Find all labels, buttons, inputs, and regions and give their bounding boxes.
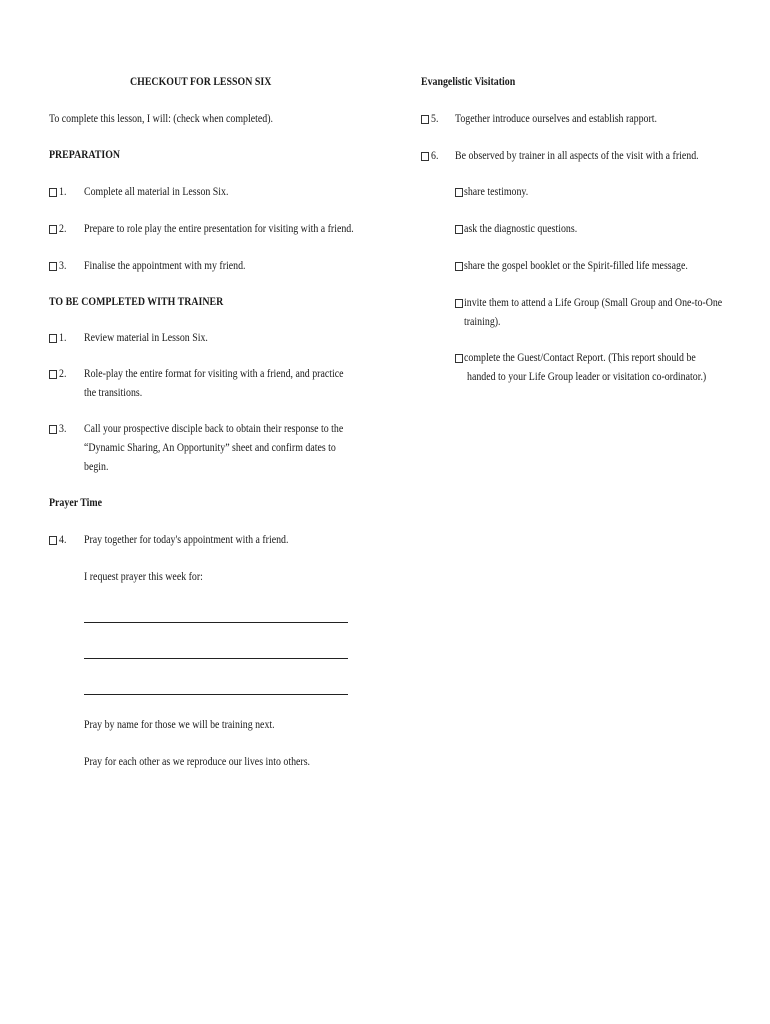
prayer-request-line[interactable]	[84, 622, 348, 623]
checkbox[interactable]	[49, 225, 57, 234]
item-text: “Dynamic Sharing, An Opportunity” sheet and confirm dates to	[84, 442, 336, 454]
checkbox[interactable]	[49, 425, 57, 434]
subitem-text: handed to your Life Group leader or visitation co-ordinator.)	[467, 371, 707, 383]
item-number: 2.	[59, 223, 67, 235]
subitem-text: share testimony.	[464, 186, 529, 198]
item-number: 3.	[59, 423, 67, 435]
preparation-heading: PREPARATION	[49, 149, 121, 161]
checkbox[interactable]	[455, 354, 463, 363]
pray-line: Pray for each other as we reproduce our lives into others.	[84, 756, 311, 768]
checkbox[interactable]	[455, 225, 463, 234]
item-text: Prepare to role play the entire presentation for visiting with a friend.	[84, 223, 354, 235]
item-text: begin.	[84, 461, 109, 473]
item-number: 1.	[59, 186, 67, 198]
checkbox[interactable]	[455, 262, 463, 271]
item-number: 3.	[59, 260, 67, 272]
checkbox[interactable]	[49, 536, 57, 545]
item-number: 2.	[59, 368, 67, 380]
item-text: Review material in Lesson Six.	[84, 332, 208, 344]
page-title: CHECKOUT FOR LESSON SIX	[130, 76, 272, 88]
prayer-request-line[interactable]	[84, 694, 348, 695]
item-number: 4.	[59, 534, 67, 546]
checkbox[interactable]	[421, 152, 429, 161]
subitem-text: training).	[464, 316, 501, 328]
item-number: 5.	[431, 113, 439, 125]
item-number: 1.	[59, 332, 67, 344]
item-text: Complete all material in Lesson Six.	[84, 186, 229, 198]
checkbox[interactable]	[49, 370, 57, 379]
item-text: Be observed by trainer in all aspects of the visit with a friend.	[455, 150, 699, 162]
item-text: Role-play the entire format for visiting with a friend, and practice	[84, 368, 344, 380]
checkbox[interactable]	[455, 188, 463, 197]
item-text: Finalise the appointment with my friend.	[84, 260, 246, 272]
checkbox[interactable]	[49, 262, 57, 271]
visitation-heading: Evangelistic Visitation	[421, 76, 516, 88]
checkbox[interactable]	[49, 334, 57, 343]
subitem-text: share the gospel booklet or the Spirit-filled life message.	[464, 260, 688, 272]
checkbox[interactable]	[421, 115, 429, 124]
subitem-text: ask the diagnostic questions.	[464, 223, 578, 235]
pray-line: Pray by name for those we will be training next.	[84, 719, 275, 731]
item-text: Pray together for today's appointment with a friend.	[84, 534, 289, 546]
prayer-request-line[interactable]	[84, 658, 348, 659]
item-text: Call your prospective disciple back to obtain their response to the	[84, 423, 344, 435]
request-label: I request prayer this week for:	[84, 571, 203, 583]
subitem-text: invite them to attend a Life Group (Small Group and One-to-One	[464, 297, 723, 309]
checkbox[interactable]	[49, 188, 57, 197]
intro-text: To complete this lesson, I will: (check when completed).	[49, 113, 273, 125]
trainer-heading: TO BE COMPLETED WITH TRAINER	[49, 296, 224, 308]
item-text: Together introduce ourselves and establish rapport.	[455, 113, 657, 125]
subitem-text: complete the Guest/Contact Report. (This report should be	[464, 352, 696, 364]
prayer-heading: Prayer Time	[49, 497, 103, 509]
item-text: the transitions.	[84, 387, 143, 399]
checkbox[interactable]	[455, 299, 463, 308]
item-number: 6.	[431, 150, 439, 162]
